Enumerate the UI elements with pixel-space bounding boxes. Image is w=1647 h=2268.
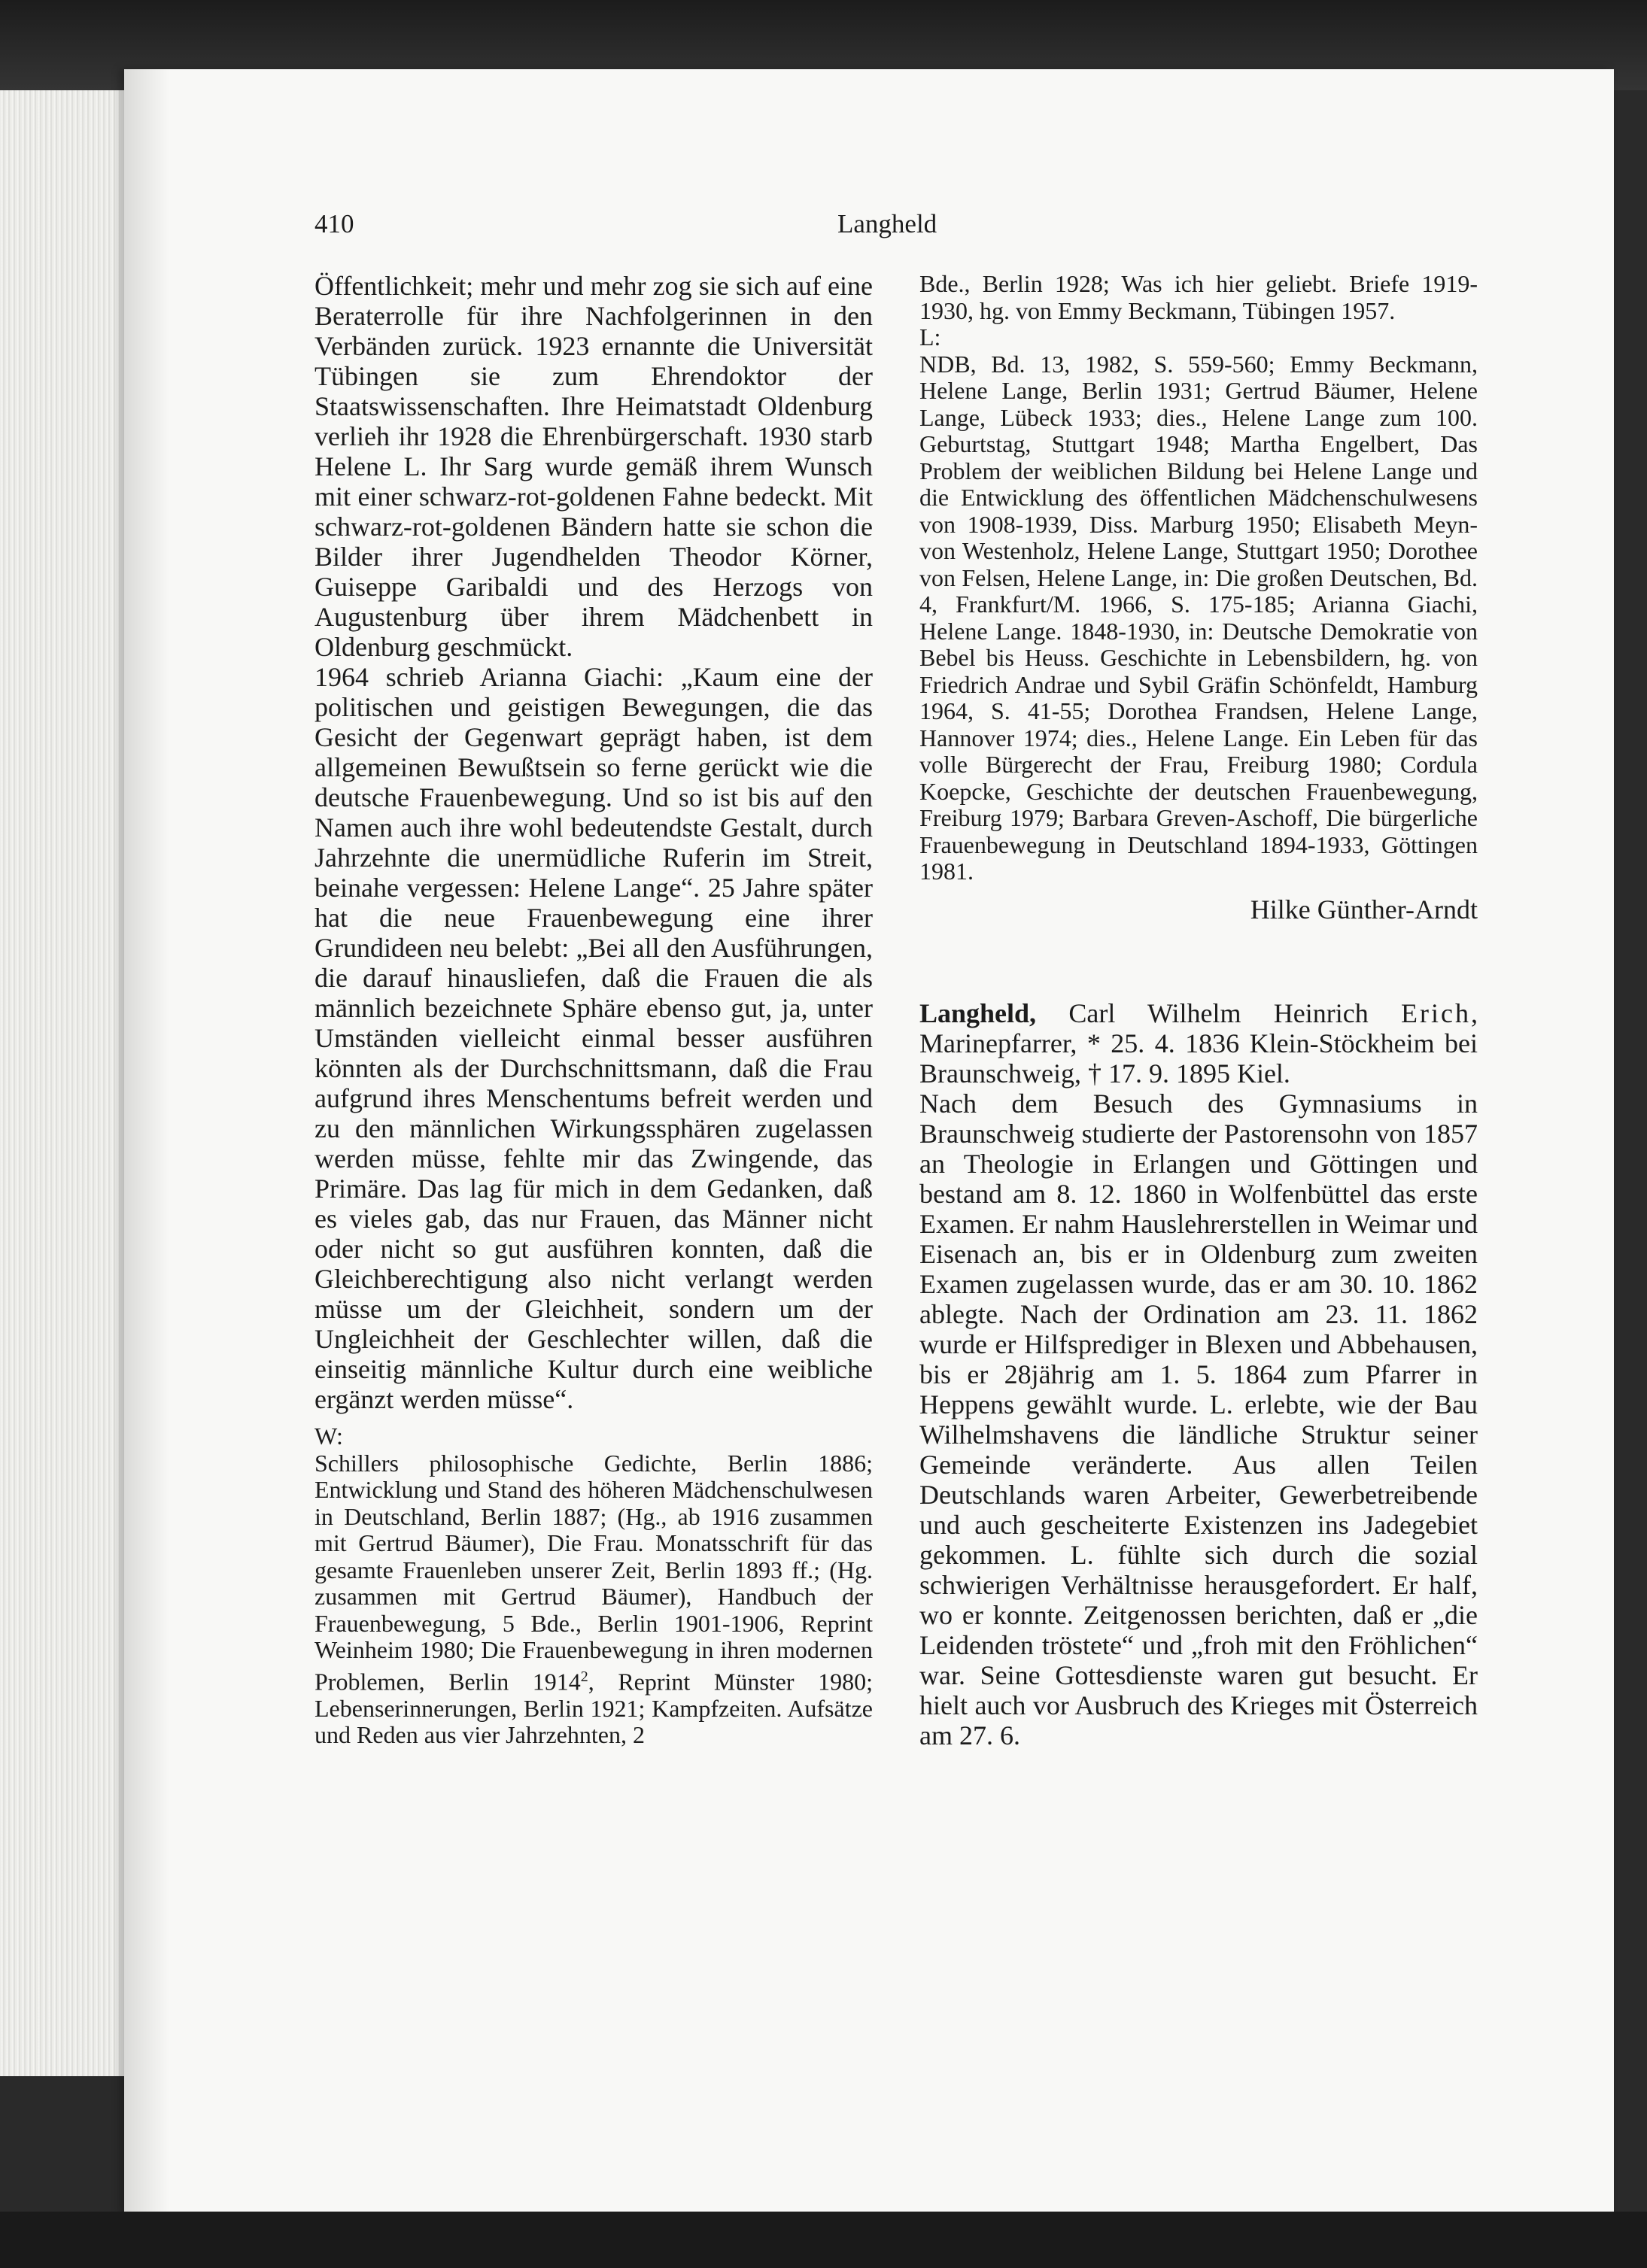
works-text-b: , Reprint Münster 1980; Lebenserinnerungen, Berlin 1921; Kampfzeiten. Aufsätze und Reden aus vier Jahrzehnten, 2 bbox=[315, 1668, 874, 1749]
page-number: 410 bbox=[315, 209, 354, 238]
scan-bottom-edge bbox=[0, 2212, 1647, 2268]
entry-body: Nach dem Besuch des Gymnasiums in Braunschweig studierte der Pastorensohn von 1857 an Theologie in Erlangen und Göttingen und bestand am 8. 12. 1860 in Wolfenbüttel das erste Examen. Er nahm Hauslehrerstellen in Weimar und Eisenach an, bis er in Oldenburg zum zweiten Examen zugelassen wurde, das er am 30. 10. 1862 ablegte. Nach der Ordination am 23. 11. 1862 wurde er Hilfsprediger in Blexen und Abbehausen, bis er 28jährig am 1. 5. 1864 zum Pfarrer in Heppens gewählt wurde. L. erlebte, wie der Bau Wilhelmshavens die ländliche Struktur seiner Gemeinde veränderte. Aus allen Teilen Deutschlands waren Arbeiter, Gewerbetreibende und auch gescheiterte Existenzen ins Jadegebiet gekommen. L. fühlte sich durch die sozial schwierigen Verhältnisse herausgefordert. Er half, wo er konnte. Zeitgenossen berichten, daß er „die Leidenden tröstete“ und „froh mit den Fröhlichen“ war. Seine Gottesdienste waren gut besucht. Er hielt auch vor Ausbruch des Krieges mit Österreich am 27. 6. bbox=[919, 1088, 1478, 1750]
book-page-edges bbox=[0, 90, 137, 2076]
literature-list: NDB, Bd. 13, 1982, S. 559-560; Emmy Beckmann, Helene Lange, Berlin 1931; Gertrud Bäumer, Helene Lange, Lübeck 1933; dies., Helene Lange zum 100. Geburtstag, Stuttgart 1948; Martha Engelbert, Das Problem der weiblichen Bildung bei Helene Lange und die Entwicklung des öffentlichen Mädchenschulwesens von 1908-1939, Diss. Marburg 1950; Elisabeth Meyn-von Westenholz, Helene Lange, Stuttgart 1950; Dorothee von Felsen, Helene Lange, in: Die großen Deutschen, Bd. 4, Frankfurt/M. 1966, S. 175-185; Arianna Giachi, Helene Lange. 1848-1930, in: Deutsche Demokratie von Bebel bis Heuss. Geschichte in Lebensbildern, hg. von Friedrich Andrae und Sybil Gräfin Schönfeldt, Hamburg 1964, S. 41-55; Dorothea Frandsen, Helene Lange, Hannover 1974; dies., Helene Lange. Ein Leben für das volle Bürgerecht der Frau, Freiburg 1980; Cordula Koepcke, Geschichte der deutschen Frauenbewegung, Freiburg 1979; Barbara Greven-Aschoff, Die bürgerliche Frauenbewegung in Deutschland 1894-1933, Göttingen 1981. bbox=[919, 350, 1478, 885]
works-list bbox=[315, 1450, 873, 1749]
running-head: Langheld bbox=[837, 209, 937, 238]
article-author: Hilke Günther-Arndt bbox=[1250, 894, 1478, 925]
left-column bbox=[315, 271, 873, 1749]
spine-shadow bbox=[124, 69, 169, 2215]
works-list-continued: Bde., Berlin 1928; Was ich hier geliebt. Briefe 1919-1930, hg. von Emmy Beckmann, Tübingen 1957. bbox=[919, 270, 1478, 324]
paragraph-giachi-quote: 1964 schrieb Arianna Giachi: „Kaum eine der politischen und geistigen Bewegungen, die das Gesicht der Gegenwart geprägt haben, ist dem allgemeinen Bewußtsein so ferne gerückt wie die deutsche Frauenbewegung. Und so ist bis auf den Namen auch ihre wohl bedeutendste Gestalt, durch Jahrzehnte die unermüdliche Ruferin im Streit, beinahe vergessen: Helene Lange“. 25 Jahre später hat die neue Frauenbewegung eine ihrer Grundideen neu belebt: „Bei all den Ausführungen, die darauf hinausliefen, daß die Frauen die als männlich bezeichnete Sphäre ebenso gut, ja, unter Umständen vielleicht einmal besser ausführen könnten als der Durchschnittsmann, daß die Frau aufgrund ihres Menschentums befreit werden und zu den männlichen Wirkungssphären zugelassen werden müsse, fehlte mir das Zwingende, das Primäre. Das lag für mich in dem Gedanken, daß es vieles gab, das nur Frauen, das Männer nicht oder nicht so gut ausführen konnten, daß die Gleichberechtigung also nicht verlangt werden müsse um der Gleichheit, sondern um der Ungleichheit der Geschlechter willen, daß die einseitig männliche Kultur durch eine weibliche ergänzt werden müsse“. bbox=[315, 662, 873, 1414]
entry-dates: , Marinepfarrer, * 25. 4. 1836 Klein-Stöckheim bei Braunschweig, † 17. 9. 1895 Kiel. bbox=[919, 997, 1478, 1088]
page-header bbox=[315, 209, 958, 254]
entry-headword: Langheld, bbox=[919, 997, 1037, 1028]
right-column bbox=[919, 271, 1478, 1750]
entry-heading bbox=[919, 998, 1478, 1088]
edition-superscript: 2 bbox=[580, 1668, 588, 1685]
literature-label: L: bbox=[919, 323, 941, 351]
works-label: W: bbox=[315, 1422, 343, 1450]
entry-call-name: Erich bbox=[1401, 997, 1471, 1028]
works-text-a: Schillers philosophische Gedichte, Berlin 1886; Entwicklung und Stand des höheren Mädchenschulwesen in Deutschland, Berlin 1887; (Hg., ab 1916 zusammen mit Gertrud Bäumer), Die Frau. Monatsschrift für das gesamte Frauenleben unserer Zeit, Berlin 1893 ff.; (Hg. zusammen mit Gertrud Bäumer), Handbuch der Frauenbewegung, 5 Bde., Berlin 1901-1906, Reprint Weinheim 1980; Die Frauenbewegung in ihren modernen Problemen, Berlin 1914 bbox=[315, 1449, 873, 1696]
entry-separator bbox=[919, 925, 1478, 998]
paragraph-career-end: Öffentlichkeit; mehr und mehr zog sie sich auf eine Beraterrolle für ihre Nachfolgerinnen in den Verbänden zurück. 1923 ernannte die Universität Tübingen sie zum Ehrendoktor der Staatswissenschaften. Ihre Heimatstadt Oldenburg verlieh ihr 1928 die Ehrenbürgerschaft. 1930 starb Helene L. Ihr Sarg wurde gemäß ihrem Wunsch mit einer schwarz-rot-goldenen Fahne bedeckt. Mit schwarz-rot-goldenen Bändern hatte sie schon die Bilder ihrer Jugendhelden Theodor Körner, Guiseppe Garibaldi und des Herzogs von Augustenburg über ihrem Mädchenbett in Oldenburg geschmückt. bbox=[315, 271, 873, 662]
entry-given-names: Carl Wilhelm Heinrich bbox=[1036, 997, 1402, 1028]
